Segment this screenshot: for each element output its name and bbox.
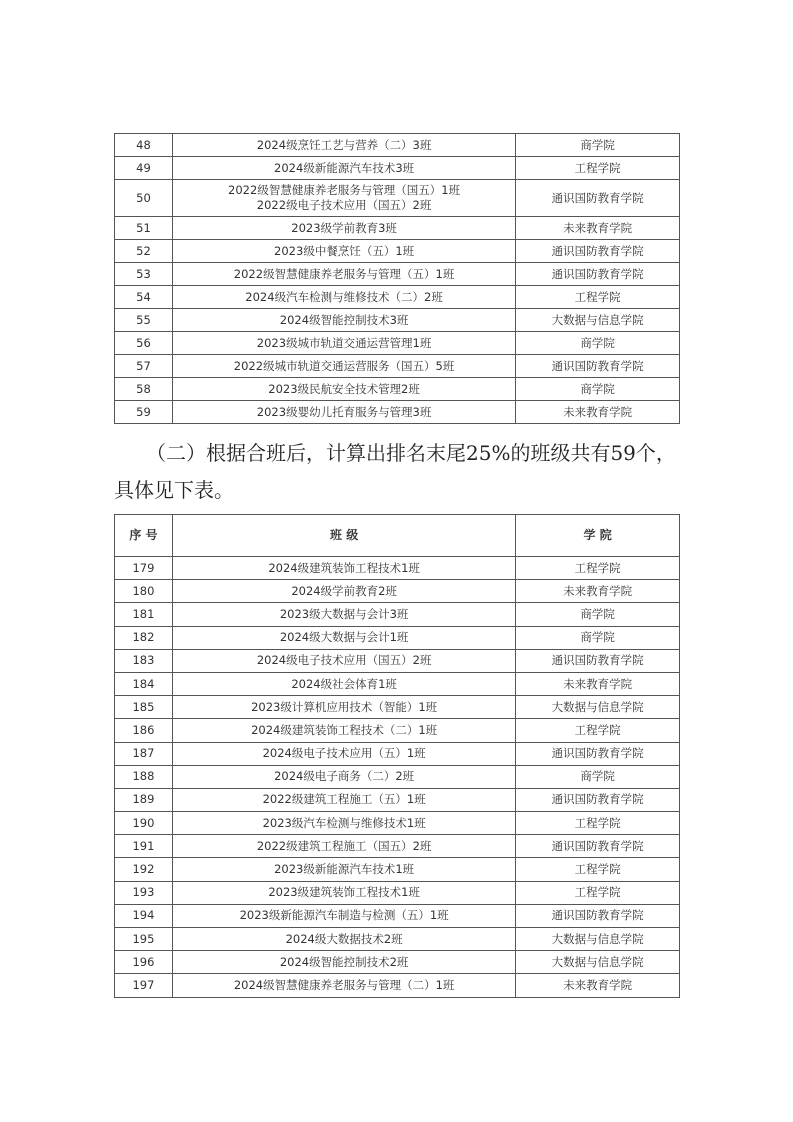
table-row [115, 580, 680, 603]
table-row [115, 742, 680, 765]
table-row [115, 355, 680, 378]
college-cell: 未来教育学院 [516, 217, 680, 240]
class-cell [172, 263, 515, 286]
college-cell: 商学院 [516, 332, 680, 355]
class-cell: 2024级建筑装饰工程技术（二）1班 [172, 719, 515, 742]
serial-number-cell: 197 [115, 974, 173, 997]
class-name-line: 2024级新能源汽车技术3班 [274, 160, 415, 175]
class-name-line: 2024级烹饪工艺与营养（二）3班 [256, 137, 432, 152]
class-cell [172, 134, 515, 157]
serial-number-cell: 59 [115, 401, 173, 424]
table-row [115, 696, 680, 719]
class-cell: 2024级学前教育2班 [172, 580, 515, 603]
class-name-line: 2022级城市轨道交通运营服务（国五）5班 [233, 358, 455, 373]
serial-number-cell: 56 [115, 332, 173, 355]
class-cell [172, 217, 515, 240]
serial-number-cell: 181 [115, 603, 173, 626]
class-cell [172, 309, 515, 332]
college-cell: 未来教育学院 [516, 401, 680, 424]
class-cell: 2024级电子商务（二）2班 [172, 765, 515, 788]
class-table-top [114, 133, 680, 424]
class-cell: 2022级建筑工程施工（国五）2班 [172, 835, 515, 858]
serial-number-cell: 185 [115, 696, 173, 719]
class-cell: 2024级社会体育1班 [172, 672, 515, 695]
serial-number-cell: 191 [115, 835, 173, 858]
class-table-bottom [114, 514, 680, 998]
serial-number-cell: 51 [115, 217, 173, 240]
serial-number-cell: 188 [115, 765, 173, 788]
class-cell [172, 180, 515, 217]
table-row [115, 401, 680, 424]
class-name-line: 2022级智慧健康养老服务与管理（国五）1班 [228, 183, 461, 197]
class-cell: 2024级电子技术应用（国五）2班 [172, 649, 515, 672]
college-cell: 大数据与信息学院 [516, 696, 680, 719]
table-row [115, 626, 680, 649]
serial-number-cell: 48 [115, 134, 173, 157]
header-class: 班 级 [172, 515, 515, 557]
class-name-line: 2024级汽车检测与维修技术（二）2班 [245, 289, 443, 304]
serial-number-cell: 53 [115, 263, 173, 286]
table-row [115, 134, 680, 157]
class-cell [172, 401, 515, 424]
college-cell: 工程学院 [516, 881, 680, 904]
serial-number-cell: 54 [115, 286, 173, 309]
table-row [115, 788, 680, 811]
class-cell: 2023级新能源汽车技术1班 [172, 858, 515, 881]
college-cell: 未来教育学院 [516, 974, 680, 997]
college-cell: 大数据与信息学院 [516, 928, 680, 951]
college-cell: 通识国防教育学院 [516, 835, 680, 858]
table-row [115, 765, 680, 788]
serial-number-cell: 192 [115, 858, 173, 881]
class-cell [172, 157, 515, 180]
college-cell: 通识国防教育学院 [516, 180, 680, 217]
serial-number-cell: 193 [115, 881, 173, 904]
table-row [115, 881, 680, 904]
class-cell [172, 378, 515, 401]
college-cell: 商学院 [516, 626, 680, 649]
class-cell: 2024级大数据与会计1班 [172, 626, 515, 649]
serial-number-cell: 58 [115, 378, 173, 401]
serial-number-cell: 179 [115, 557, 173, 580]
table-row [115, 286, 680, 309]
paragraph-line-2: 具体见下表。 [114, 478, 234, 502]
college-cell: 工程学院 [516, 557, 680, 580]
paragraph-line-1: （二）根据合班后，计算出排名末尾25%的班级共有59个， [146, 441, 676, 465]
college-cell: 工程学院 [516, 812, 680, 835]
table-row [115, 332, 680, 355]
class-name-line: 2022级电子技术应用（国五）2班 [256, 198, 432, 212]
class-name-line: 2023级中餐烹饪（五）1班 [274, 243, 415, 258]
serial-number-cell: 49 [115, 157, 173, 180]
table-row [115, 157, 680, 180]
class-cell: 2024级智能控制技术2班 [172, 951, 515, 974]
table-row [115, 858, 680, 881]
class-cell: 2024级大数据技术2班 [172, 928, 515, 951]
college-cell: 通识国防教育学院 [516, 742, 680, 765]
table-row [115, 603, 680, 626]
serial-number-cell: 57 [115, 355, 173, 378]
college-cell: 大数据与信息学院 [516, 951, 680, 974]
class-cell [172, 332, 515, 355]
serial-number-cell: 196 [115, 951, 173, 974]
college-cell: 商学院 [516, 765, 680, 788]
class-name-line: 2024级智能控制技术3班 [279, 312, 409, 327]
college-cell: 通识国防教育学院 [516, 240, 680, 263]
college-cell: 通识国防教育学院 [516, 649, 680, 672]
class-cell: 2022级建筑工程施工（五）1班 [172, 788, 515, 811]
serial-number-cell: 52 [115, 240, 173, 263]
table-row [115, 309, 680, 332]
college-cell: 工程学院 [516, 157, 680, 180]
college-cell: 通识国防教育学院 [516, 904, 680, 927]
college-cell: 未来教育学院 [516, 580, 680, 603]
table-row [115, 557, 680, 580]
serial-number-cell: 189 [115, 788, 173, 811]
table-row [115, 951, 680, 974]
table-row [115, 217, 680, 240]
college-cell: 通识国防教育学院 [516, 263, 680, 286]
table-row [115, 904, 680, 927]
class-name-line: 2022级智慧健康养老服务与管理（五）1班 [233, 266, 455, 281]
table-row [115, 263, 680, 286]
college-cell: 商学院 [516, 378, 680, 401]
college-cell: 工程学院 [516, 286, 680, 309]
class-cell: 2023级计算机应用技术（智能）1班 [172, 696, 515, 719]
serial-number-cell: 182 [115, 626, 173, 649]
table-row [115, 835, 680, 858]
class-name-line: 2023级民航安全技术管理2班 [268, 381, 420, 396]
class-name-line: 2023级婴幼儿托育服务与管理3班 [256, 404, 432, 419]
serial-number-cell: 195 [115, 928, 173, 951]
serial-number-cell: 190 [115, 812, 173, 835]
college-cell: 工程学院 [516, 719, 680, 742]
serial-number-cell: 186 [115, 719, 173, 742]
class-cell [172, 240, 515, 263]
table-row [115, 672, 680, 695]
class-cell: 2024级建筑装饰工程技术1班 [172, 557, 515, 580]
class-cell [172, 286, 515, 309]
class-name-line: 2023级学前教育3班 [291, 220, 397, 235]
table-row [115, 719, 680, 742]
serial-number-cell: 180 [115, 580, 173, 603]
serial-number-cell: 183 [115, 649, 173, 672]
college-cell: 通识国防教育学院 [516, 788, 680, 811]
class-cell: 2024级智慧健康养老服务与管理（二）1班 [172, 974, 515, 997]
table-row [115, 180, 680, 217]
header-college: 学 院 [516, 515, 680, 557]
class-cell: 2023级建筑装饰工程技术1班 [172, 881, 515, 904]
college-cell: 工程学院 [516, 858, 680, 881]
serial-number-cell: 187 [115, 742, 173, 765]
college-cell: 商学院 [516, 603, 680, 626]
header-serial-number: 序 号 [115, 515, 173, 557]
serial-number-cell: 184 [115, 672, 173, 695]
class-cell: 2023级大数据与会计3班 [172, 603, 515, 626]
table-row [115, 974, 680, 997]
class-cell [172, 355, 515, 378]
class-name-line: 2023级城市轨道交通运营管理1班 [256, 335, 432, 350]
serial-number-cell: 55 [115, 309, 173, 332]
class-cell: 2023级汽车检测与维修技术1班 [172, 812, 515, 835]
class-cell: 2024级电子技术应用（五）1班 [172, 742, 515, 765]
table-row [115, 649, 680, 672]
table-row [115, 240, 680, 263]
table-row [115, 812, 680, 835]
college-cell: 通识国防教育学院 [516, 355, 680, 378]
class-cell: 2023级新能源汽车制造与检测（五）1班 [172, 904, 515, 927]
college-cell: 大数据与信息学院 [516, 309, 680, 332]
serial-number-cell: 194 [115, 904, 173, 927]
college-cell: 未来教育学院 [516, 672, 680, 695]
college-cell: 商学院 [516, 134, 680, 157]
table-header-row [115, 515, 680, 557]
table-row [115, 928, 680, 951]
serial-number-cell: 50 [115, 180, 173, 217]
table-row [115, 378, 680, 401]
